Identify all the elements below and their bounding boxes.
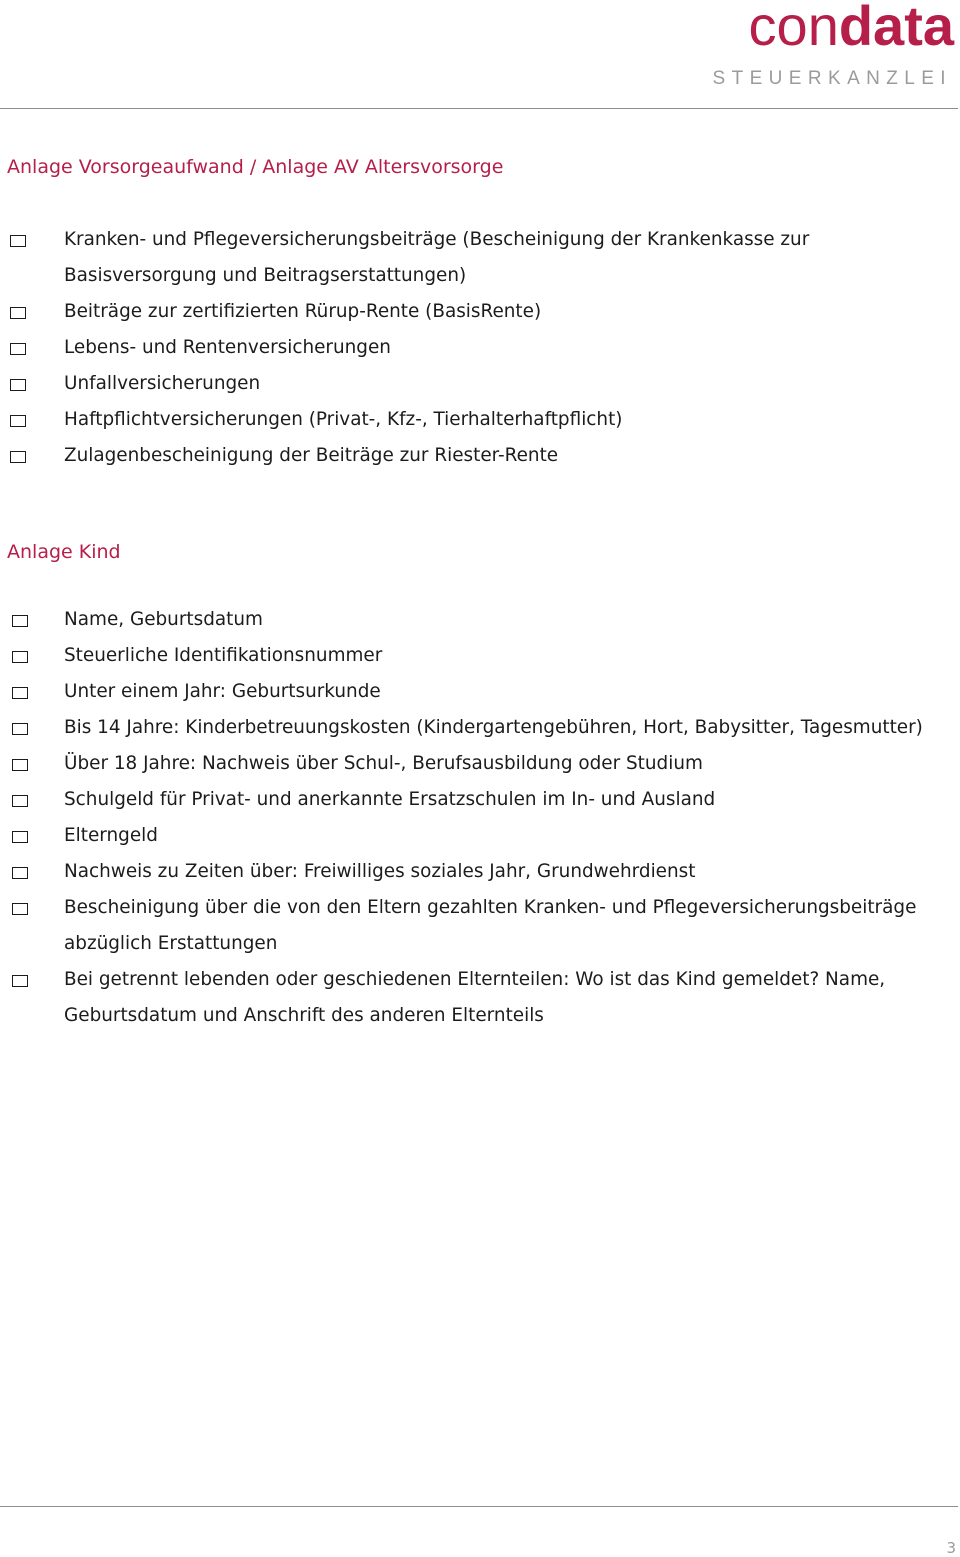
- logo-part-con: con: [748, 0, 839, 57]
- checklist-item: [0, 710, 960, 746]
- checkbox[interactable]: [12, 831, 28, 843]
- section-heading-vorsorge: Anlage Vorsorgeaufwand / Anlage AV Altersvorsorge: [7, 156, 504, 178]
- checklist-item: [0, 746, 960, 782]
- checklist-item: [0, 438, 960, 474]
- checklist-item: [0, 602, 960, 638]
- checklist-item-label: Unfallversicherungen: [64, 373, 261, 394]
- checklist-item: [0, 854, 960, 890]
- checklist-item-label: Steuerliche Identifikationsnummer: [64, 645, 383, 666]
- checkbox[interactable]: [12, 795, 28, 807]
- checklist-item-label: Name, Geburtsdatum: [64, 609, 263, 630]
- condata-logo: [714, 0, 954, 100]
- checklist-item-label: Bis 14 Jahre: Kinderbetreuungskosten (Kindergartengebühren, Hort, Babysitter, Tagesmutter): [64, 717, 923, 738]
- checklist-item-label: Lebens- und Rentenversicherungen: [64, 337, 391, 358]
- checklist-item-label: Kranken- und Pflegeversicherungsbeiträge (Bescheinigung der Krankenkasse zur Basisversorgung und Beitragserstattungen): [64, 229, 810, 286]
- checklist-item-label: Bei getrennt lebenden oder geschiedenen Elternteilen: Wo ist das Kind gemeldet? Name, Geburtsdatum und Anschrift des anderen Elternteils: [64, 969, 886, 1026]
- checklist-item: [0, 330, 960, 366]
- checklist-item-label: Unter einem Jahr: Geburtsurkunde: [64, 681, 381, 702]
- checkbox[interactable]: [10, 415, 26, 427]
- checkbox[interactable]: [12, 687, 28, 699]
- checkbox[interactable]: [12, 867, 28, 879]
- checkbox[interactable]: [10, 343, 26, 355]
- checklist-item: [0, 222, 960, 294]
- checkbox[interactable]: [12, 759, 28, 771]
- checklist-kind: [0, 602, 960, 1034]
- checklist-item-label: Beiträge zur zertifizierten Rürup-Rente (BasisRente): [64, 301, 542, 322]
- checklist-item-label: Elterngeld: [64, 825, 158, 846]
- checklist-item: [0, 638, 960, 674]
- checklist-item-label: Nachweis zu Zeiten über: Freiwilliges soziales Jahr, Grundwehrdienst: [64, 861, 696, 882]
- checklist-item: [0, 782, 960, 818]
- checkbox[interactable]: [12, 651, 28, 663]
- checklist-item: [0, 962, 960, 1034]
- checklist-item-label: Über 18 Jahre: Nachweis über Schul-, Berufsausbildung oder Studium: [64, 753, 703, 774]
- checkbox[interactable]: [12, 975, 28, 987]
- checkbox[interactable]: [10, 235, 26, 247]
- checkbox[interactable]: [10, 307, 26, 319]
- checkbox[interactable]: [10, 451, 26, 463]
- logo-subtitle: STEUERKANZLEI: [712, 68, 952, 89]
- checklist-item: [0, 818, 960, 854]
- checklist-item: [0, 674, 960, 710]
- checklist-item: [0, 402, 960, 438]
- checkbox[interactable]: [12, 615, 28, 627]
- checklist-item: [0, 294, 960, 330]
- checkbox[interactable]: [12, 723, 28, 735]
- checklist-item-label: Haftpflichtversicherungen (Privat-, Kfz-, Tierhalterhaftpflicht): [64, 409, 623, 430]
- checklist-item-label: Bescheinigung über die von den Eltern gezahlten Kranken- und Pflegeversicherungsbeiträge abzüglich Erstattungen: [64, 897, 917, 954]
- checklist-item: [0, 366, 960, 402]
- checkbox[interactable]: [10, 379, 26, 391]
- checklist-item: [0, 890, 960, 962]
- logo-part-data: data: [838, 0, 954, 57]
- header-divider: [0, 108, 958, 109]
- logo-wordmark: [749, 0, 954, 58]
- section-heading-kind: Anlage Kind: [7, 541, 121, 563]
- page-number: 3: [946, 1539, 956, 1557]
- checklist-item-label: Zulagenbescheinigung der Beiträge zur Riester-Rente: [64, 445, 559, 466]
- footer-divider: [0, 1506, 958, 1507]
- checklist-item-label: Schulgeld für Privat- und anerkannte Ersatzschulen im In- und Ausland: [64, 789, 716, 810]
- checkbox[interactable]: [12, 903, 28, 915]
- checklist-vorsorge: [0, 222, 960, 474]
